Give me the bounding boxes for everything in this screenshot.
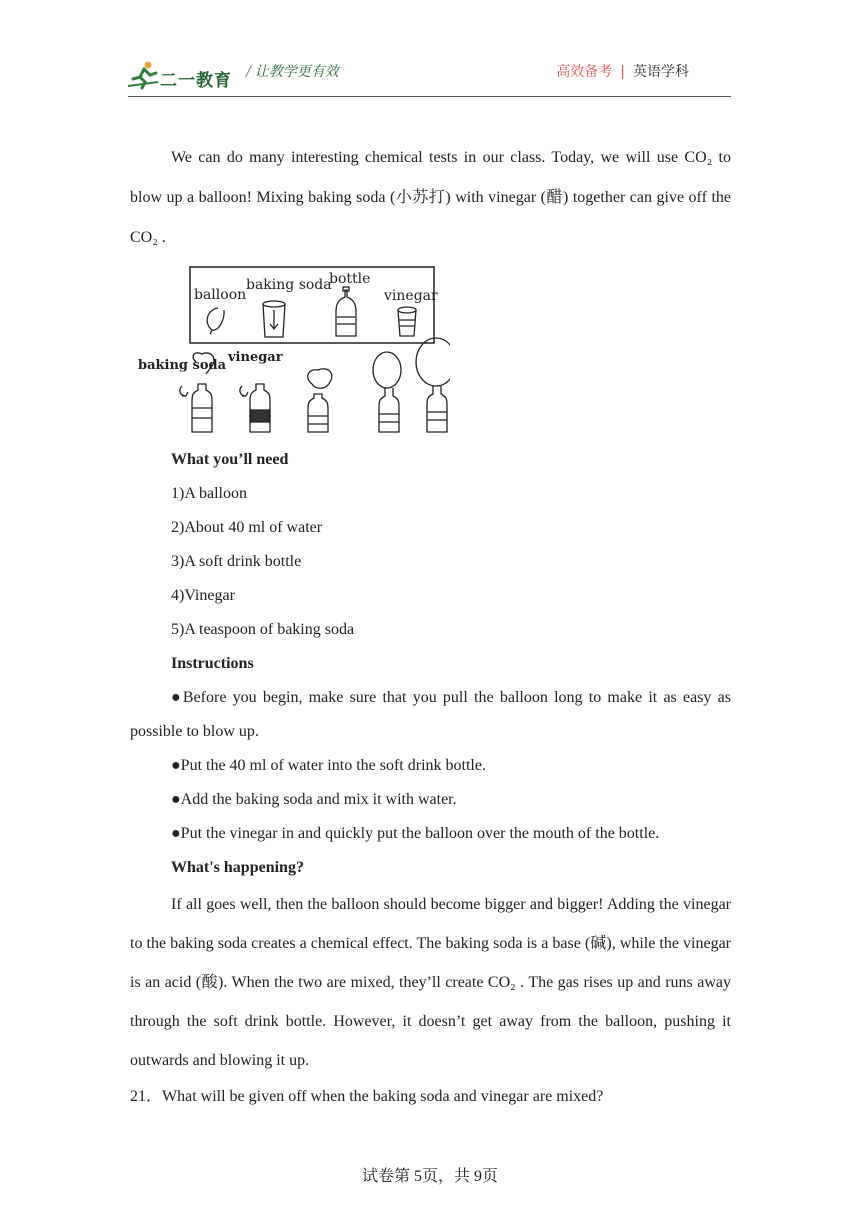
header-right (556, 61, 689, 81)
logo (128, 60, 238, 92)
label-vinegar: vinegar (384, 288, 438, 304)
need-item: 3)A soft drink bottle (171, 553, 302, 570)
slogan-text: 让教学更有效 (254, 64, 339, 80)
need-item: 1)A balloon (171, 485, 247, 502)
passage (130, 138, 731, 258)
instructions-heading: Instructions (171, 655, 254, 672)
header-divider (128, 96, 731, 97)
experiment-figure (130, 262, 450, 442)
label-balloon: balloon (194, 287, 247, 303)
passage-lower (130, 443, 731, 1114)
vinegar-glass-icon (398, 310, 416, 336)
bottle-icon (336, 290, 356, 336)
need-item: 5)A teaspoon of baking soda (171, 621, 355, 638)
label-baking-soda: baking soda (246, 277, 332, 293)
instruction-item: ●Put the 40 ml of water into the soft drink bottle. (171, 757, 486, 774)
step-label-baking: baking soda (138, 358, 227, 373)
logo-text: 二一教育 (160, 71, 232, 91)
happening-paragraph: If all goes well, then the balloon should become bigger and bigger! Adding the vinegar to the baking soda creates a chemical effect. The baking soda is a base (碱), while the vinegar is an acid (酸). When the two are mixed, they’ll create CO₂ . The gas rises up and runs away through the soft drink bottle. However, it doesn’t get away from the balloon, pushing it outwards and blowing it up. (130, 896, 731, 1069)
step-label-vinegar: vinegar (228, 350, 283, 365)
slogan: / 让教学更有效 (246, 64, 339, 80)
instruction-item: ●Add the baking soda and mix it with water. (171, 791, 457, 808)
header-subject: 英语学科 (633, 64, 689, 80)
question-21: 21．What will be given off when the baking soda and vinegar are mixed? (130, 1088, 604, 1105)
need-heading: What you’ll need (171, 451, 289, 468)
balloon-icon (207, 308, 224, 330)
header-tagline: 高效备考 (556, 64, 613, 80)
runner-logo-icon (128, 60, 162, 90)
page-number: 试卷第 5页，共 9页 (361, 1168, 498, 1185)
happening-heading: What's happening? (171, 859, 304, 876)
label-bottle: bottle (329, 271, 371, 287)
page-header (128, 56, 731, 96)
instruction-item: ●Before you begin, make sure that you pull the balloon long to make it as easy as possible to blow up. (130, 689, 731, 740)
header-separator: | (620, 64, 625, 80)
intro-paragraph: We can do many interesting chemical tests in our class. Today, we will use CO₂ to blow up a balloon! Mixing baking soda (小苏打) with vinegar (醋) together can give off the CO₂ . (130, 149, 731, 246)
need-item: 4)Vinegar (171, 587, 235, 604)
need-item: 2)About 40 ml of water (171, 519, 323, 536)
instruction-item: ●Put the vinegar in and quickly put the balloon over the mouth of the bottle. (171, 825, 660, 842)
